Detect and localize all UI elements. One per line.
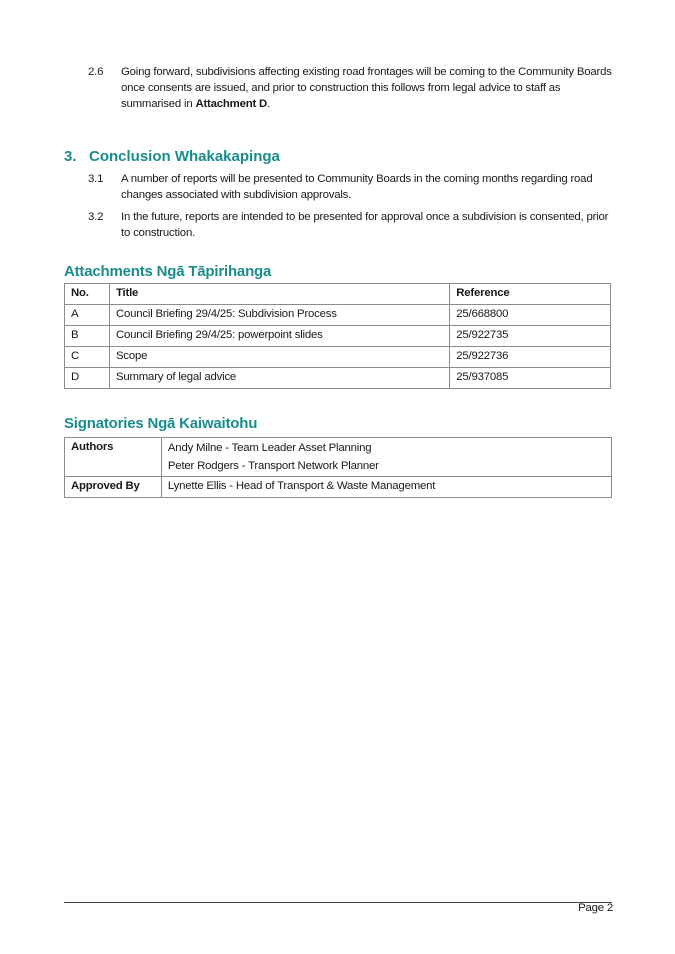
- paragraph-number: 3.1: [88, 173, 104, 185]
- paragraph-text: A number of reports will be presented to Community Boards in the coming months regarding road changes associated with subdivision approvals.: [121, 173, 593, 201]
- attachment-reference: 25/668800: [450, 305, 611, 326]
- table-row: [65, 438, 612, 477]
- attachment-no: A: [65, 305, 110, 326]
- page-number: Page 2: [578, 902, 613, 914]
- paragraph-number: 2.6: [88, 66, 104, 78]
- signatory-names: [161, 477, 611, 498]
- attachment-title: Council Briefing 29/4/25: Subdivision Process: [109, 305, 449, 326]
- paragraph-text-end: .: [267, 98, 271, 110]
- signatory-role-label: Approved By: [65, 477, 162, 498]
- table-row: [65, 477, 612, 498]
- attachment-d-reference: Attachment D: [195, 98, 268, 110]
- paragraph-text-body: Going forward, subdivisions affecting existing road frontages will be coming to the Community Boards once consents are issued, and prior to construction this follows from legal advice to staff as summarised in: [121, 66, 612, 110]
- attachment-reference: 25/937085: [450, 368, 611, 389]
- attachment-reference: 25/922736: [450, 347, 611, 368]
- signatories-table: [64, 437, 612, 498]
- attachment-reference: 25/922735: [450, 326, 611, 347]
- table-row: [65, 305, 611, 326]
- section-number: 3.: [64, 148, 77, 165]
- attachment-title: Scope: [109, 347, 449, 368]
- paragraph-text: [121, 64, 616, 112]
- section-title: Conclusion Whakakapinga: [89, 148, 280, 165]
- section-heading-conclusion: [64, 148, 280, 165]
- signatory-name: Peter Rodgers - Transport Network Planner: [167, 460, 379, 472]
- paragraph-3-1: [88, 171, 618, 203]
- paragraph-text: In the future, reports are intended to be presented for approval once a subdivision is consented, prior to construction.: [121, 211, 609, 239]
- signatory-role-label: Authors: [65, 438, 162, 477]
- signatory-name: Lynette Ellis - Head of Transport & Waste Management: [167, 480, 436, 492]
- table-header-row: [65, 284, 611, 305]
- attachment-no: C: [65, 347, 110, 368]
- attachment-no: D: [65, 368, 110, 389]
- footer-divider: [64, 902, 612, 903]
- column-header-reference: Reference: [450, 284, 611, 305]
- paragraph-2-6: [88, 64, 618, 112]
- attachments-table: [64, 283, 611, 389]
- column-header-title: Title: [109, 284, 449, 305]
- attachments-heading: Attachments Ngā Tāpirihanga: [64, 263, 272, 280]
- attachment-title: Summary of legal advice: [109, 368, 449, 389]
- table-row: [65, 326, 611, 347]
- column-header-no: No.: [65, 284, 110, 305]
- signatories-heading: Signatories Ngā Kaiwaitohu: [64, 415, 258, 432]
- paragraph-number: 3.2: [88, 211, 104, 223]
- attachment-title: Council Briefing 29/4/25: powerpoint slides: [109, 326, 449, 347]
- signatory-name: Andy Milne - Team Leader Asset Planning: [167, 442, 372, 454]
- table-row: [65, 368, 611, 389]
- table-row: [65, 347, 611, 368]
- paragraph-3-2: [88, 209, 618, 241]
- signatory-names: [161, 438, 611, 477]
- attachment-no: B: [65, 326, 110, 347]
